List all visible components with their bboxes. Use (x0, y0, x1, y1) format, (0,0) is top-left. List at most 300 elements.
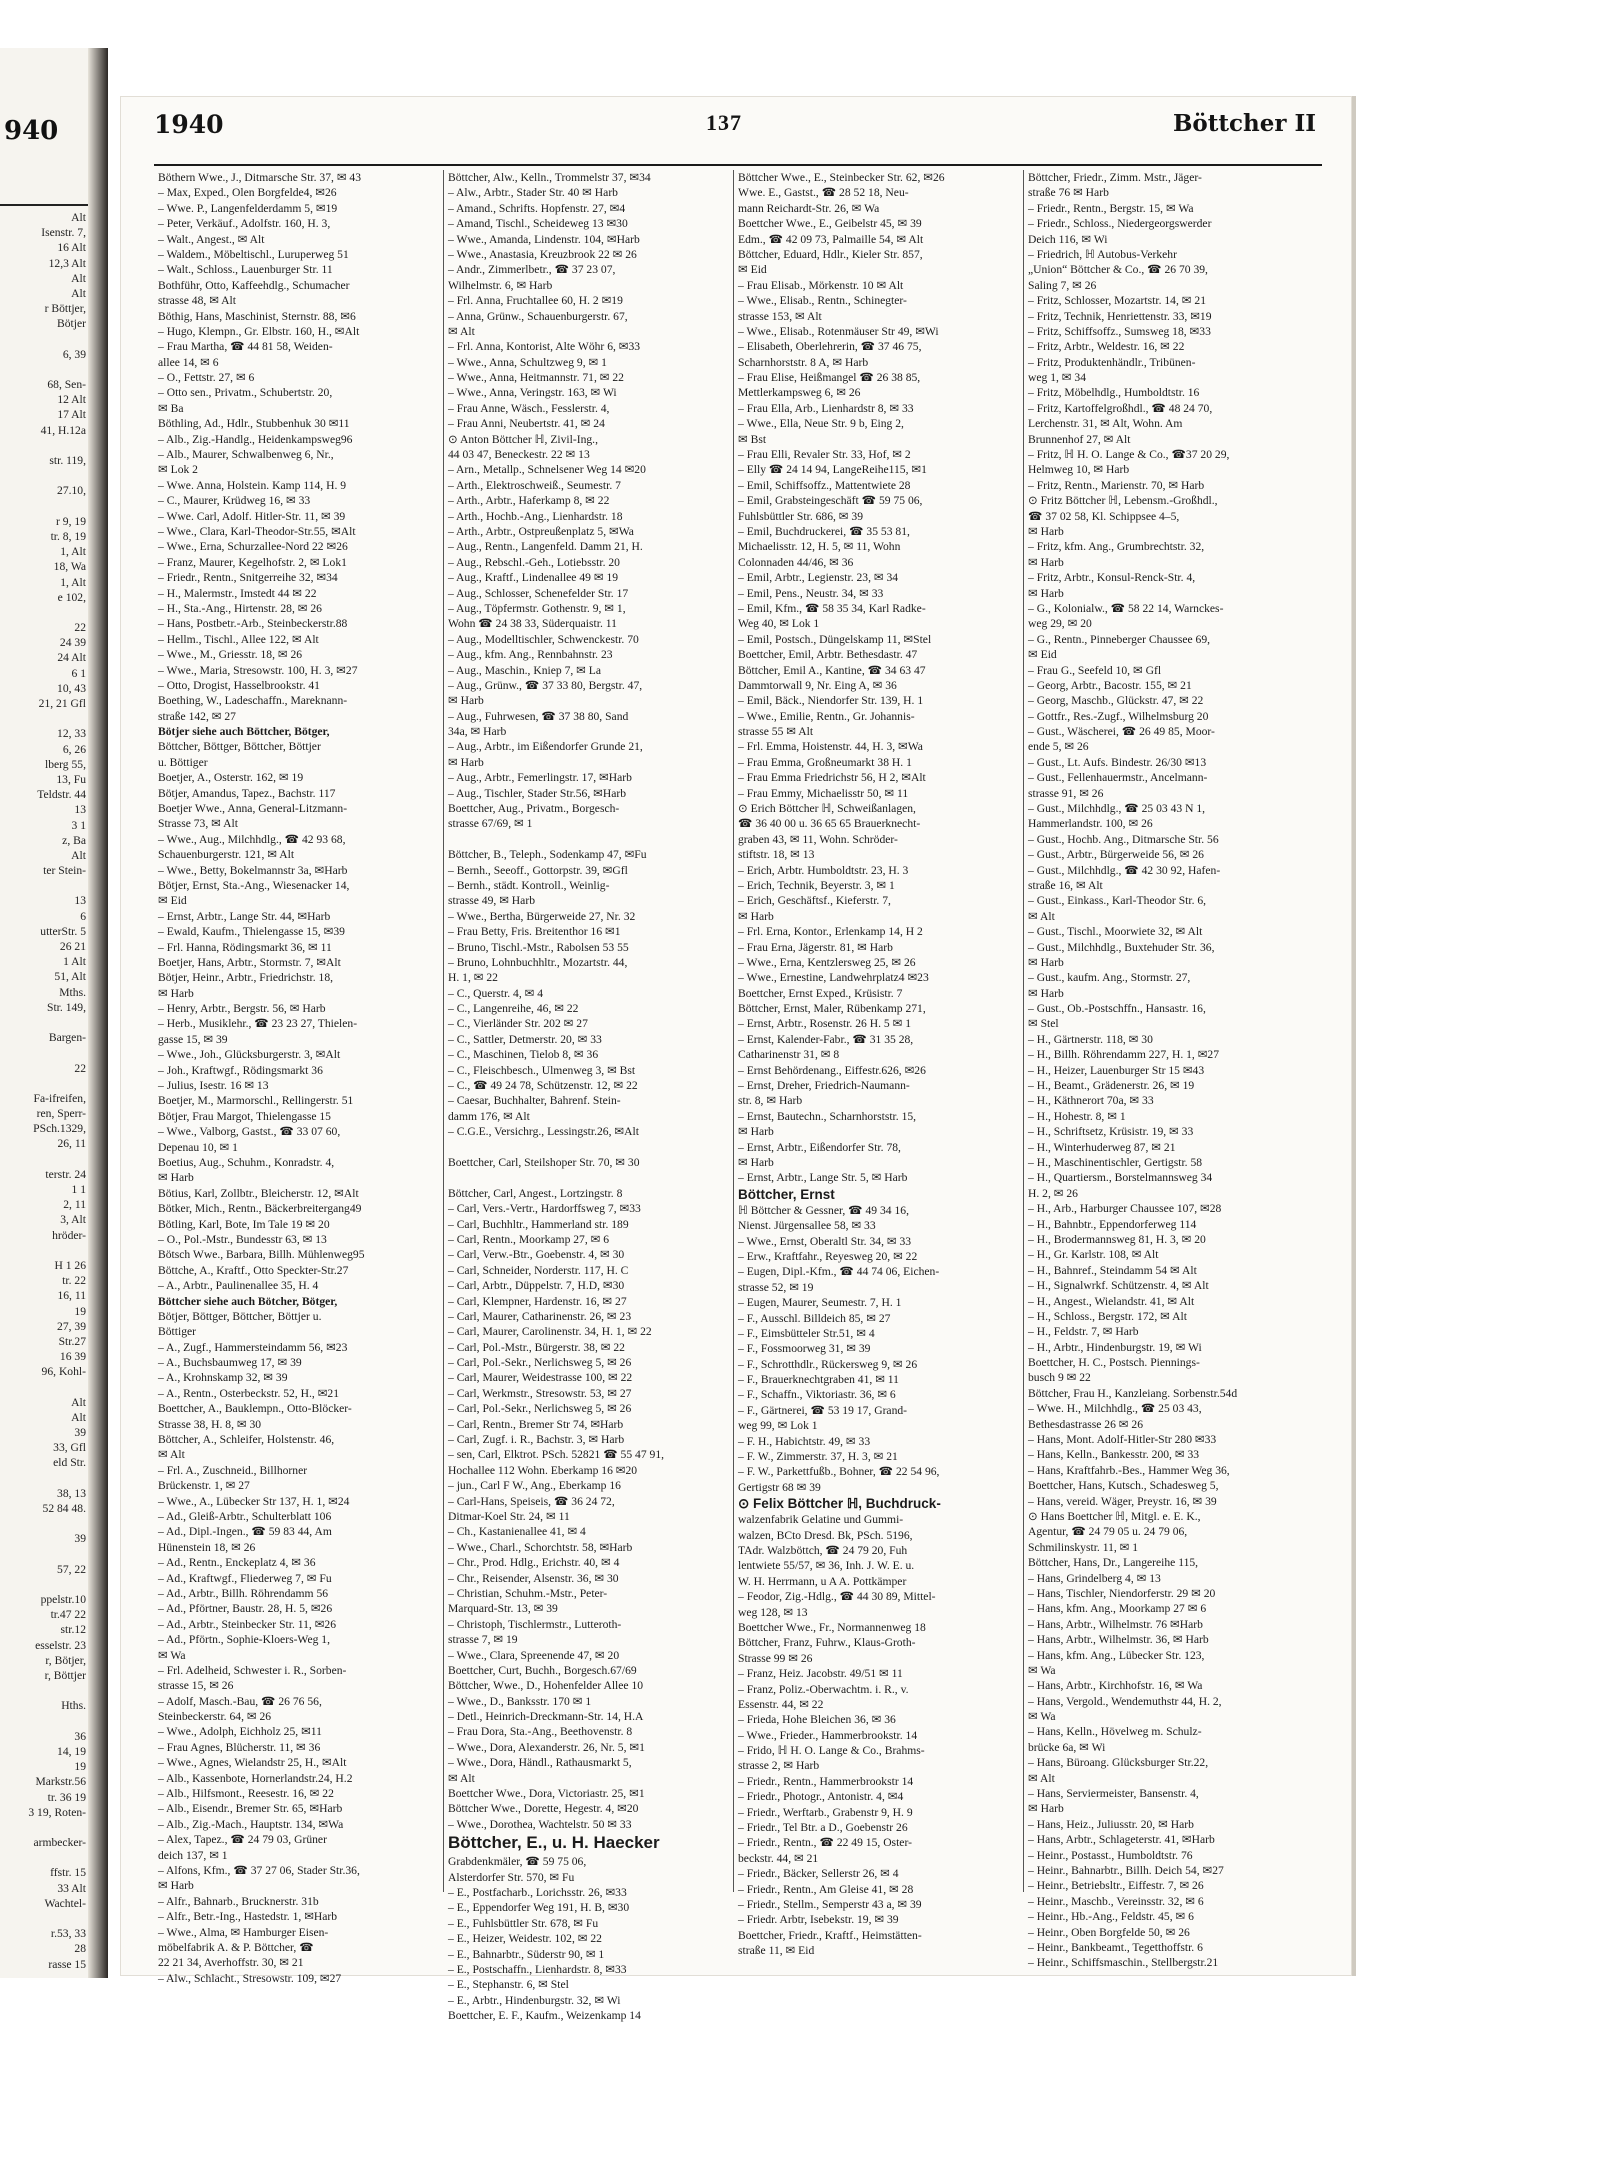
page-year: 1940 (154, 110, 224, 139)
directory-entry: – Wwe., Clara, Spreenende 47, ✉ 20 (448, 1648, 620, 1662)
directory-entry: ✉ Harb (158, 1171, 194, 1185)
directory-entry: – Heinr., Oben Borgfelde 50, ✉ 26 (1028, 1925, 1190, 1939)
directory-entry: Boettcher, H. C., Postsch. Piennings- (1028, 1356, 1200, 1370)
directory-entry: – F., Brauerknechtgraben 41, ✉ 11 (738, 1373, 899, 1387)
directory-entry: – G., Kolonialw., ☎ 58 22 14, Warnckes- (1028, 601, 1224, 615)
directory-entry: – Wwe. H., Milchhdlg., ☎ 25 03 43, (1028, 1402, 1202, 1416)
directory-entry: ✉ Alt (448, 324, 475, 338)
directory-entry: – Bernh., städt. Kontroll., Weinlig- (448, 878, 610, 892)
directory-entry: – Georg, Maschb., Glückstr. 47, ✉ 22 (1028, 694, 1204, 708)
directory-entry: Strasse 99 ✉ 26 (738, 1651, 813, 1665)
previous-page-line (0, 1243, 86, 1258)
directory-entry: – Ernst, Arbtr., Eißendorfer Str. 78, (738, 1140, 901, 1154)
directory-entry: – Frau Dora, Sta.-Ang., Beethovenstr. 8 (448, 1725, 633, 1739)
directory-column-4 (1024, 170, 1316, 1970)
directory-entry: – H., Heizer, Lauenburger Str 15 ✉43 (1028, 1063, 1205, 1077)
previous-page-line: Str.27 (58, 1334, 86, 1348)
directory-entry: – Carl, Rentn., Bremer Str 74, ✉Harb (448, 1417, 624, 1431)
previous-page-line: Alt (71, 1410, 86, 1424)
previous-page-line: 3 1 (71, 818, 86, 832)
directory-entry (448, 1140, 731, 1155)
directory-entry: – Frau Betty, Fris. Breitenthor 16 ✉1 (448, 925, 621, 939)
directory-entry: ✉ Eid (158, 894, 187, 908)
directory-entry: ✉ Wa (158, 1648, 186, 1662)
directory-entry: 34a, ✉ Harb (448, 725, 507, 739)
directory-entry: – Frieda, Hohe Bleichen 36, ✉ 36 (738, 1713, 896, 1727)
directory-entry: Scharnhorststr. 8 A, ✉ Harb (738, 355, 869, 369)
directory-page (120, 96, 1352, 2023)
directory-entry: – Wwe., Frieder., Hammerbrookstr. 14 (738, 1728, 918, 1742)
directory-entry: – Frau Ella, Arb., Lienhardstr 8, ✉ 33 (738, 401, 914, 415)
directory-entry: – Hellm., Tischl., Allee 122, ✉ Alt (158, 632, 319, 646)
previous-page-line (0, 1076, 86, 1091)
directory-entry: – Julius, Isestr. 16 ✉ 13 (158, 1079, 269, 1093)
directory-entry: – Wwe., Betty, Bokelmannstr 3a, ✉Harb (158, 863, 348, 877)
directory-entry: – Wwe., Adolph, Eichholz 25, ✉11 (158, 1725, 322, 1739)
directory-entry: Steinbeckerstr. 64, ✉ 26 (158, 1710, 272, 1724)
directory-entry: – Heinr., Maschb., Vereinsstr. 32, ✉ 6 (1028, 1894, 1204, 1908)
previous-page-line: 1 Alt (63, 955, 86, 969)
directory-entry (448, 1170, 731, 1185)
directory-entry: Schauenburgerstr. 121, ✉ Alt (158, 848, 295, 862)
previous-page-line: Alt (71, 286, 86, 300)
previous-page-line: Alt (71, 271, 86, 285)
directory-entry: ✉ Harb (158, 1879, 194, 1893)
directory-entry: – Joh., Kraftwgf., Rödingsmarkt 36 (158, 1063, 323, 1077)
previous-page-line: PSch.1329, (33, 1122, 86, 1136)
previous-page-line: 14, 19 (57, 1744, 86, 1758)
directory-entry: Ditmar-Koel Str. 24, ✉ 11 (448, 1509, 570, 1523)
previous-page-line (0, 468, 86, 483)
directory-entry: – Hans, Serviermeister, Bansenstr. 4, (1028, 1787, 1199, 1801)
previous-page-sliver (0, 48, 108, 1978)
directory-entry: – Alb., Maurer, Schwalbenweg 6, Nr., (158, 448, 334, 462)
directory-entry: – A., Rentn., Osterbeckstr. 52, H., ✉21 (158, 1386, 340, 1400)
directory-entry: weg 99, ✉ Lok 1 (738, 1419, 818, 1433)
directory-entry: Michaelisstr. 12, H. 5, ✉ 11, Wohn (738, 540, 901, 554)
directory-entry: ✉ Harb (448, 755, 484, 769)
directory-entry: – Gust., Einkass., Karl-Theodor Str. 6, (1028, 894, 1207, 908)
previous-page-line: e 102, (57, 590, 86, 604)
directory-column-1 (154, 170, 444, 1985)
directory-entry: Böttcher, Carl, Angest., Lortzingstr. 8 (448, 1186, 623, 1200)
directory-entry: – Friedr., Schloss., Niedergeorgswerder (1028, 217, 1212, 231)
directory-entry: Böthling, Ad., Hdlr., Stubbenhuk 30 ✉11 (158, 417, 350, 431)
directory-entry: – Wwe., Maria, Stresowstr. 100, H. 3, ✉27 (158, 663, 358, 677)
directory-entry: – Christoph, Tischlermstr., Lutteroth- (448, 1617, 622, 1631)
directory-entry: – Friedrich, ℍ Autobus-Verkehr (1028, 247, 1177, 261)
directory-entry: – Ernst, Arbtr., Lange Str. 5, ✉ Harb (738, 1171, 908, 1185)
directory-entry: – Alex, Tapez., ☎ 24 79 03, Grüner (158, 1833, 327, 1847)
directory-entry: – Wwe., Dora, Händl., Rathausmarkt 5, (448, 1756, 632, 1770)
directory-entry: – Wwe., Bertha, Bürgerweide 27, Nr. 32 (448, 909, 636, 923)
directory-entry: – Friedr., Rentn., Am Gleise 41, ✉ 28 (738, 1882, 914, 1896)
page-edge (1352, 96, 1356, 1976)
previous-page-line (0, 438, 86, 453)
directory-entry: W. H. Herrmann, u A A. Pottkämper (738, 1574, 907, 1588)
directory-entry: – Wwe., Erna, Schurzallee-Nord 22 ✉26 (158, 540, 348, 554)
directory-entry: möbelfabrik A. & P. Böttcher, ☎ (158, 1940, 314, 1954)
directory-entry: ✉ Harb (158, 986, 194, 1000)
directory-entry: – Fritz, Technik, Henriettenstr. 33, ✉19 (1028, 309, 1212, 323)
directory-entry: ✉ Harb (1028, 555, 1064, 569)
directory-entry: – H., Schriftsetz, Krüsistr. 19, ✉ 33 (1028, 1125, 1194, 1139)
directory-entry: – Ernst, Dreher, Friedrich-Naumann- (738, 1079, 910, 1093)
directory-entry: – Emil, Postsch., Düngelskamp 11, ✉Stel (738, 632, 932, 646)
directory-entry: – Hans, Postbetr.-Arb., Steinbeckerstr.88 (158, 617, 348, 631)
directory-entry: ✉ Alt (158, 1448, 185, 1462)
directory-entry: busch 9 ✉ 22 (1028, 1371, 1091, 1385)
directory-entry: Boettcher Wwe., Dora, Victoriastr. 25, ✉1 (448, 1787, 645, 1801)
previous-page-line: 27, 39 (57, 1319, 86, 1333)
directory-entry: – Gust., Lt. Aufs. Bindestr. 26/30 ✉13 (1028, 755, 1207, 769)
directory-entry: Agentur, ☎ 24 79 05 u. 24 79 06, (1028, 1525, 1188, 1539)
directory-entry: ✉ Wa (1028, 1663, 1056, 1677)
previous-page-line: hröder- (52, 1228, 86, 1242)
previous-page-line: 27.10, (57, 484, 86, 498)
previous-page-line: 68, Sen- (47, 378, 86, 392)
directory-entry: weg 29, ✉ 20 (1028, 617, 1092, 631)
directory-entry: Colonnaden 44/46, ✉ 36 (738, 555, 854, 569)
directory-entry: – Fritz, Arbtr., Konsul-Renck-Str. 4, (1028, 571, 1196, 585)
directory-entry: gasse 15, ✉ 39 (158, 1032, 228, 1046)
directory-entry: str. 8, ✉ Harb (738, 1094, 803, 1108)
directory-entry: Böthig, Hans, Maschinist, Sternstr. 88, ✉6 (158, 309, 356, 323)
directory-entry: – Frau Elli, Revaler Str. 33, Hof, ✉ 2 (738, 448, 911, 462)
directory-entry: – Hans, Arbtr., Wilhelmstr. 36, ✉ Harb (1028, 1633, 1209, 1647)
previous-page-line: tr.47 22 (50, 1608, 86, 1622)
directory-entry: – Wwe., Ernst, Oberaltl Str. 34, ✉ 33 (738, 1234, 912, 1248)
directory-entry: – F. H., Habichtstr. 49, ✉ 33 (738, 1434, 871, 1448)
directory-entry: – Elly ☎ 24 14 94, LangeReihe115, ✉1 (738, 463, 927, 477)
directory-entry: Strasse 38, H. 8, ✉ 30 (158, 1417, 262, 1431)
previous-page-header: 940 (4, 116, 59, 146)
directory-entry: – Fritz, Arbtr., Weldestr. 16, ✉ 22 (1028, 340, 1185, 354)
directory-entry: Bötjer, Amandus, Tapez., Bachstr. 117 (158, 786, 336, 800)
previous-page-line (0, 878, 86, 893)
directory-entry: strasse 52, ✉ 19 (738, 1280, 814, 1294)
directory-entry: – F., Eimsbütteler Str.51, ✉ 4 (738, 1326, 875, 1340)
directory-entry: – Friedr., Rentn., Bergstr. 15, ✉ Wa (1028, 201, 1194, 215)
directory-entry: Bötling, Karl, Bote, Im Tale 19 ✉ 20 (158, 1217, 330, 1231)
directory-entry: – Alb., Hilfsmont., Reesestr. 16, ✉ 22 (158, 1787, 334, 1801)
directory-entry: – F., Fossmoorweg 31, ✉ 39 (738, 1342, 871, 1356)
directory-entry: „Union“ Böttcher & Co., ☎ 26 70 39, (1028, 263, 1208, 277)
directory-entry: – Henry, Arbtr., Bergstr. 56, ✉ Harb (158, 1002, 326, 1016)
previous-page-line (0, 1379, 86, 1394)
directory-entry: – Heinr., Bahnarbtr., Billh. Deich 54, ✉27 (1028, 1863, 1224, 1877)
directory-entry: Boettcher, Aug., Privatm., Borgesch- (448, 802, 620, 816)
previous-page-line: Hths. (61, 1699, 86, 1713)
directory-entry: ✉ Harb (1028, 955, 1064, 969)
directory-entry: – F., Ausschl. Billdeich 85, ✉ 27 (738, 1311, 891, 1325)
directory-entry: – Fritz, Schlosser, Mozartstr. 14, ✉ 21 (1028, 294, 1206, 308)
directory-entry: – E., Stephanstr. 6, ✉ Stel (448, 1978, 569, 1992)
directory-entry: – G., Rentn., Pinneberger Chaussee 69, (1028, 632, 1211, 646)
directory-entry: ✉ Harb (1028, 524, 1064, 538)
directory-entry: – Emil, Buchdruckerei, ☎ 35 53 81, (738, 524, 910, 538)
previous-page-line: lberg 55, (44, 757, 86, 771)
previous-page-line: 19 (74, 1760, 86, 1774)
directory-entry: Bötjer, Heinr., Arbtr., Friedrichstr. 18, (158, 971, 334, 985)
directory-entry: allee 14, ✉ 6 (158, 355, 219, 369)
directory-entry: Böttiger (158, 1325, 196, 1339)
directory-entry: – H., Bahnref., Steindamm 54 ✉ Alt (1028, 1263, 1197, 1277)
directory-entry: ✉ Harb (1028, 1802, 1064, 1816)
directory-entry: ✉ Harb (448, 694, 484, 708)
previous-page-line (0, 711, 86, 726)
directory-entry: – Arth., Elektroschweiß., Seumestr. 7 (448, 478, 621, 492)
directory-entry: – Carl, Schneider, Norderstr. 117, H. C (448, 1263, 629, 1277)
directory-entry: – Carl, Buchhltr., Hammerland str. 189 (448, 1217, 629, 1231)
directory-entry: – H., Gärtnerstr. 118, ✉ 30 (1028, 1032, 1153, 1046)
previous-page-line: 22 (74, 621, 86, 635)
directory-entry: damm 176, ✉ Alt (448, 1109, 530, 1123)
previous-page-line: armbecker- (33, 1836, 86, 1850)
directory-entry: – Frl. Emma, Hoistenstr. 44, H. 3, ✉Wa (738, 740, 923, 754)
previous-page-rule (0, 204, 88, 206)
previous-page-line: 28 (74, 1942, 86, 1956)
directory-entry: – Frl. A., Zuschneid., Billhorner (158, 1463, 308, 1477)
directory-entry: – Aug., Kraftf., Lindenallee 49 ✉ 19 (448, 571, 619, 585)
previous-page-line: 1 1 (71, 1183, 86, 1196)
directory-entry: – Wwe., Clara, Karl-Theodor-Str.55, ✉Alt (158, 524, 356, 538)
directory-entry: – Franz, Heiz. Jacobstr. 49/51 ✉ 11 (738, 1667, 903, 1681)
directory-entry: strasse 48, ✉ Alt (158, 294, 236, 308)
directory-entry: – Hans, Mont. Adolf-Hitler-Str 280 ✉33 (1028, 1433, 1217, 1447)
directory-entry: ☎ 37 02 58, Kl. Schippsee 4–5, (1028, 509, 1180, 523)
directory-entry: – Heinr., Bankbeamt., Tegetthoffstr. 6 (1028, 1940, 1203, 1954)
directory-entry: Grabdenkmäler, ☎ 59 75 06, (448, 1855, 587, 1869)
directory-entry: – H., Schloss., Bergstr. 172, ✉ Alt (1028, 1309, 1187, 1323)
directory-entry: – Alb., Zig.-Mach., Hauptstr. 134, ✉Wa (158, 1817, 344, 1831)
directory-entry: – Wwe., D., Banksstr. 170 ✉ 1 (448, 1694, 592, 1708)
directory-entry: – Eugen, Maurer, Seumestr. 7, H. 1 (738, 1296, 902, 1310)
directory-entry: – Friedr., Rentn., ☎ 22 49 15, Oster- (738, 1836, 912, 1850)
directory-entry: – Chr., Reisender, Alsenstr. 36, ✉ 30 (448, 1571, 619, 1585)
directory-entry: – Aug., Maschin., Kniep 7, ✉ La (448, 663, 602, 677)
directory-entry: – Wwe., A., Lübecker Str 137, H. 1, ✉24 (158, 1494, 350, 1508)
directory-entry: – Gottfr., Res.-Zugf., Wilhelmsburg 20 (1028, 709, 1209, 723)
directory-entry: u. Böttiger (158, 755, 208, 769)
directory-entry: – Frau Martha, ☎ 44 81 58, Weiden- (158, 340, 333, 354)
directory-entry: – Friedr. Arbtr, Isebekstr. 19, ✉ 39 (738, 1913, 899, 1927)
previous-page-line: 16 39 (59, 1350, 86, 1364)
directory-entry: – Arth., Arbtr., Ostpreußenplatz 5, ✉Wa (448, 524, 634, 538)
directory-entry: – Frau Agnes, Blücherstr. 11, ✉ 36 (158, 1740, 321, 1754)
directory-entry: – Hans, Kelln., Bankesstr. 200, ✉ 33 (1028, 1448, 1200, 1462)
page-number: 137 (706, 110, 742, 135)
directory-entry: – Waldem., Möbeltischl., Luruperweg 51 (158, 247, 349, 261)
directory-entry: – Gust., Wäscherei, ☎ 26 49 85, Moor- (1028, 725, 1215, 739)
directory-entry: – Frl. Adelheid, Schwester i. R., Sorben- (158, 1663, 347, 1677)
directory-entry: strasse 7, ✉ 19 (448, 1633, 518, 1647)
directory-entry: – Hans, Arbtr., Schlageterstr. 41, ✉Harb (1028, 1833, 1215, 1847)
previous-page-line: 10, 43 (57, 681, 86, 695)
directory-entry: Bötsch Wwe., Barbara, Billh. Mühlenweg95 (158, 1248, 365, 1262)
directory-entry: strasse 91, ✉ 26 (1028, 786, 1104, 800)
directory-entry: Strasse 73, ✉ Alt (158, 817, 238, 831)
directory-entry: weg 1, ✉ 34 (1028, 371, 1087, 385)
directory-entry: – Friedr., Stellm., Semperstr 43 a, ✉ 39 (738, 1897, 922, 1911)
directory-entry: – Frau Emma, Großneumarkt 38 H. 1 (738, 755, 912, 769)
directory-entry: – Andr., Zimmerlbetr., ☎ 37 23 07, (448, 263, 616, 277)
directory-entry: Nienst. Jürgensallee 58, ✉ 33 (738, 1219, 876, 1233)
directory-entry: Wilhelmstr. 6, ✉ Harb (448, 278, 553, 292)
directory-entry: – Fritz, Schiffsoffz., Sumsweg 18, ✉33 (1028, 324, 1211, 338)
previous-page-line (0, 1577, 86, 1592)
directory-entry: Boettcher, Hans, Kutsch., Schadesweg 5, (1028, 1479, 1219, 1493)
directory-entry: – Heinr., Postasst., Humboldtstr. 76 (1028, 1848, 1193, 1862)
directory-entry: Bötker, Mich., Rentn., Bäckerbreitergang49 (158, 1202, 362, 1216)
directory-entry: – Bruno, Lohnbuchhltr., Mozartstr. 44, (448, 955, 628, 969)
previous-page-line (0, 1516, 86, 1531)
previous-page-line: 6 (80, 909, 86, 923)
directory-entry: ⊙ Hans Boettcher ℍ, Mitgl. e. E. K., (1028, 1509, 1201, 1523)
directory-entry: straße 16, ✉ Alt (1028, 878, 1103, 892)
directory-entry: Bötjer, Ernst, Sta.-Ang., Wiesenacker 14, (158, 878, 350, 892)
previous-page-line: str.12 (60, 1623, 86, 1637)
directory-entry: Fuhlsbüttler Str. 686, ✉ 39 (738, 509, 864, 523)
directory-entry: Böttcher, E., u. H. Haecker (448, 1833, 660, 1853)
previous-page-line: r Böttjer, (44, 302, 86, 316)
directory-entry: – Erich, Arbtr. Humboldtstr. 23, H. 3 (738, 863, 909, 877)
directory-entry: – A., Krohnskamp 32, ✉ 39 (158, 1371, 288, 1385)
previous-page-line: Bargen- (48, 1031, 86, 1045)
previous-page-line: 19 (74, 1304, 86, 1318)
previous-page-line: 39 (74, 1426, 86, 1439)
directory-entry: Boething, W., Ladeschaffn., Mareknann- (158, 694, 348, 708)
directory-entry: – E., Eppendorfer Weg 191, H. B, ✉30 (448, 1901, 630, 1915)
previous-page-line: tr. 36 19 (47, 1790, 86, 1804)
directory-entry: H. 2, ✉ 26 (1028, 1186, 1078, 1200)
directory-entry: Böttcher, Frau H., Kanzleiang. Sorbenstr.54d (1028, 1386, 1238, 1400)
previous-page-line: Alt (71, 211, 86, 224)
directory-entry: – Alw., Schlacht., Stresowstr. 109, ✉27 (158, 1971, 342, 1985)
directory-entry: – Frl. Anna, Fruchtallee 60, H. 2 ✉19 (448, 294, 623, 308)
directory-entry: – Alb., Kassenbote, Hornerlandstr.24, H.2 (158, 1771, 353, 1785)
directory-entry: – Emil, Arbtr., Legienstr. 23, ✉ 34 (738, 571, 899, 585)
directory-entry: – Frido, ℍ H. O. Lange & Co., Brahms- (738, 1744, 925, 1758)
directory-entry: – Hans, Grindelberg 4, ✉ 13 (1028, 1571, 1161, 1585)
directory-entry: – H., Bahnbtr., Eppendorferweg 114 (1028, 1217, 1197, 1231)
directory-entry: – Aug., Schlosser, Schenefelder Str. 17 (448, 586, 629, 600)
directory-entry: – Friedr., Tel Btr. a D., Goebenstr 26 (738, 1821, 908, 1835)
directory-entry: Boettcher, Curt, Buchh., Borgesch.67/69 (448, 1663, 637, 1677)
directory-entry: – Ad., Pförtn., Sophie-Kloers-Weg 1, (158, 1633, 330, 1647)
directory-entry: – E., Postfacharb., Lorichsstr. 26, ✉33 (448, 1885, 627, 1899)
directory-entry: Boetjer, A., Osterstr. 162, ✉ 19 (158, 771, 304, 785)
directory-entry: – F., Gärtnerei, ☎ 53 19 17, Grand- (738, 1403, 908, 1417)
page-title: Böttcher II (1172, 110, 1316, 137)
directory-entry: – Gust., Fellenhauermstr., Ancelmann- (1028, 771, 1208, 785)
directory-entry: – Bernh., Seeoff., Gottorpstr. 39, ✉Gfl (448, 863, 628, 877)
directory-entry: – Aug., Fuhrwesen, ☎ 37 38 80, Sand (448, 709, 629, 723)
directory-entry: – Wwe., Ernestine, Landwehrplatz4 ✉23 (738, 971, 929, 985)
directory-entry: – Alb., Eisendr., Bremer Str. 65, ✉Harb (158, 1802, 343, 1816)
directory-entry: – Heinr., Hb.-Ang., Feldstr. 45, ✉ 6 (1028, 1910, 1194, 1924)
directory-entry: – Wwe., Dorothea, Wachtelstr. 50 ✉ 33 (448, 1817, 632, 1831)
previous-page-line: eld Str. (53, 1456, 86, 1470)
directory-entry: – Hans, kfm. Ang., Moorkamp 27 ✉ 6 (1028, 1602, 1207, 1616)
directory-entry: – Frau Elisab., Mörkenstr. 10 ✉ Alt (738, 278, 904, 292)
directory-entry: brücke 6a, ✉ Wi (1028, 1740, 1106, 1754)
previous-page-line: r 9, 19 (56, 514, 86, 528)
directory-entry: – Wwe., Erna, Kentzlersweg 25, ✉ 26 (738, 955, 916, 969)
previous-page-line: r.53, 33 (50, 1927, 86, 1941)
directory-entry: – Hans, Arbtr., Wilhelmstr. 76 ✉Harb (1028, 1617, 1203, 1631)
directory-entry: – Hans, kfm. Ang., Lübecker Str. 123, (1028, 1648, 1205, 1662)
previous-page-line: 1, Alt (60, 575, 86, 589)
directory-entry: Bötius, Karl, Zollbtr., Bleicherstr. 12, ✉Alt (158, 1186, 359, 1200)
directory-entry: ⊙ Felix Böttcher ℍ, Buchdruck- (738, 1496, 941, 1512)
directory-entry: – Fritz, Möbelhdlg., Humboldtstr. 16 (1028, 386, 1200, 400)
directory-entry: – Carl, Maurer, Weidestrasse 100, ✉ 22 (448, 1371, 633, 1385)
directory-entry: – Fritz, ℍ H. O. Lange & Co., ☎37 20 29, (1028, 448, 1230, 462)
directory-entry: Boettcher, Ernst Exped., Krüsistr. 7 (738, 986, 903, 1000)
directory-entry: – C.G.E., Versichrg., Lessingstr.26, ✉Alt (448, 1125, 639, 1139)
directory-entry: – Aug., Modelltischler, Schwenckestr. 70 (448, 632, 639, 646)
directory-entry: Bothführ, Otto, Kaffeehdlg., Schumacher (158, 278, 350, 292)
directory-entry: – Franz, Maurer, Kegelhofstr. 2, ✉ Lok1 (158, 555, 347, 569)
directory-entry: – Eugen, Dipl.-Kfm., ☎ 44 74 06, Eichen- (738, 1265, 940, 1279)
previous-page-line: Alt (71, 1395, 86, 1409)
directory-entry: ✉ Harb (738, 1156, 774, 1169)
directory-entry: ✉ Harb (1028, 986, 1064, 1000)
directory-entry: – Frl. Erna, Kontor., Erlenkamp 14, H 2 (738, 925, 923, 939)
directory-entry: – Ernst, Arbtr., Lange Str. 44, ✉Harb (158, 909, 331, 923)
directory-entry: – H., Käthnerort 70a, ✉ 33 (1028, 1094, 1154, 1108)
directory-entry: – Hans, Tischler, Niendorferstr. 29 ✉ 20 (1028, 1586, 1216, 1600)
directory-entry: – H., Billh. Röhrendamm 227, H. 1, ✉27 (1028, 1048, 1220, 1062)
previous-page-line: 21, 21 Gfl (38, 697, 86, 710)
directory-entry: ✉ Alt (1028, 1771, 1055, 1785)
directory-entry: – C., Querstr. 4, ✉ 4 (448, 986, 544, 1000)
directory-entry: Deich 116, ✉ Wi (1028, 232, 1108, 246)
directory-entry: ✉ Harb (1028, 586, 1064, 600)
directory-entry: – Wwe., Dora, Alexanderstr. 26, Nr. 5, ✉1 (448, 1740, 645, 1754)
directory-entry: Dammtorwall 9, Nr. Eing A, ✉ 36 (738, 678, 897, 692)
directory-entry: – Heinr., Betriebsltr., Eiffestr. 7, ✉ 26 (1028, 1879, 1204, 1893)
directory-entry: Bötjer, Böttger, Böttcher, Böttjer u. (158, 1309, 322, 1323)
directory-entry: – Caesar, Buchhalter, Bahrenf. Stein- (448, 1094, 621, 1108)
directory-entry: – Ad., Pförtner, Baustr. 28, H. 5, ✉26 (158, 1602, 333, 1616)
directory-entry: – Ad., Rentn., Enckeplatz 4, ✉ 36 (158, 1556, 316, 1570)
directory-entry: – Emil, Bäck., Niendorfer Str. 139, H. 1 (738, 694, 924, 708)
previous-page-line: 13 (74, 894, 86, 908)
previous-page-line (0, 1850, 86, 1865)
directory-entry: – Ewald, Kaufm., Thielengasse 15, ✉39 (158, 925, 345, 939)
previous-page-line: 18, Wa (53, 560, 86, 574)
directory-entry: – E., Bahnarbtr., Süderstr 90, ✉ 1 (448, 1947, 605, 1961)
directory-entry: – Wwe., Valborg, Gastst., ☎ 33 07 60, (158, 1125, 341, 1139)
previous-page-line: 13 (74, 803, 86, 817)
previous-page-line: 26, 11 (57, 1137, 86, 1151)
directory-entry: – Wwe., Agnes, Wielandstr 25, H., ✉Alt (158, 1756, 347, 1770)
directory-entry: – H., Feldstr. 7, ✉ Harb (1028, 1325, 1139, 1339)
directory-entry: – Wwe., Charl., Schorchtstr. 58, ✉Harb (448, 1540, 633, 1554)
directory-entry: – Fritz, Produktenhändlr., Tribünen- (1028, 355, 1196, 369)
previous-page-line: z, Ba (62, 833, 86, 847)
directory-entry: Boetjer Wwe., Anna, General-Litzmann- (158, 802, 348, 816)
directory-entry: Brückenstr. 1, ✉ 27 (158, 1479, 250, 1493)
directory-entry: – Aug., Arbtr., im Eißendorfer Grunde 21, (448, 740, 643, 754)
directory-entry: ⊙ Fritz Böttcher ℍ, Lebensm.-Großhdl., (1028, 494, 1218, 508)
directory-entry: – Erich, Geschäftsf., Kieferstr. 7, (738, 894, 891, 908)
previous-page-line: 3 19, Roten- (28, 1805, 86, 1819)
directory-entry: – Carl, Pol.-Sekr., Nerlichsweg 5, ✉ 26 (448, 1402, 632, 1416)
directory-entry: Saling 7, ✉ 26 (1028, 278, 1097, 292)
